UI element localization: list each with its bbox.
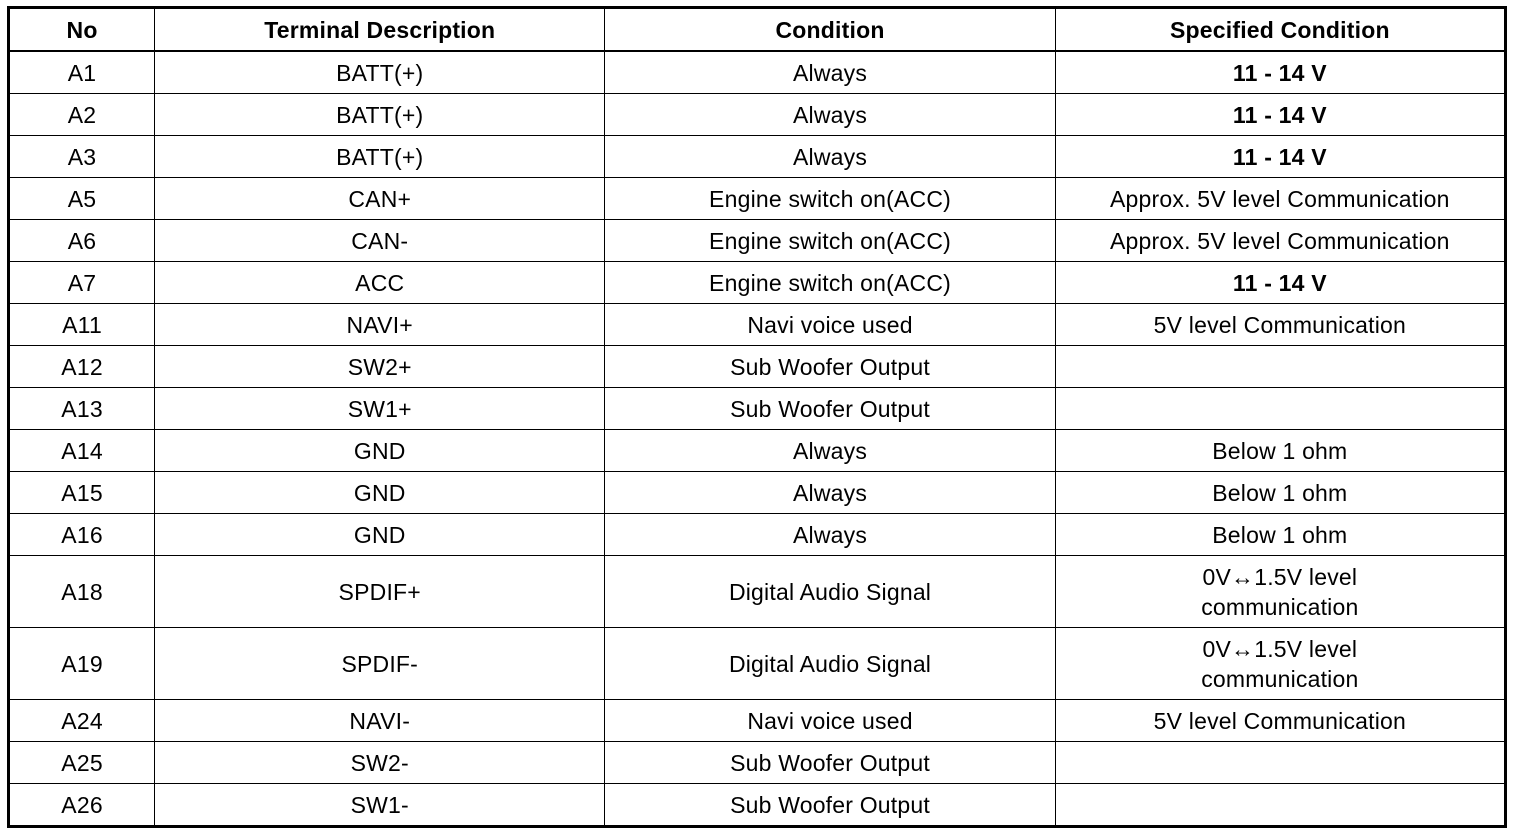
header-condition: Condition [605,8,1055,52]
cell-specified-condition: 11 - 14 V [1055,51,1505,94]
cell-no: A12 [9,346,155,388]
cell-no: A15 [9,472,155,514]
cell-specified-condition: 11 - 14 V [1055,94,1505,136]
table-row [9,388,1506,430]
table-body [9,51,1506,827]
table-row [9,304,1506,346]
cell-terminal-description: BATT(+) [155,51,605,94]
cell-condition: Always [605,472,1055,514]
cell-condition: Engine switch on(ACC) [605,262,1055,304]
cell-specified-condition: 0V↔1.5V level communication [1055,628,1505,700]
cell-condition: Always [605,136,1055,178]
cell-condition: Always [605,514,1055,556]
cell-terminal-description: SW2- [155,742,605,784]
cell-condition: Navi voice used [605,304,1055,346]
table-row [9,220,1506,262]
cell-specified-condition: Approx. 5V level Communication [1055,220,1505,262]
table-row [9,784,1506,827]
table-row [9,472,1506,514]
cell-condition: Sub Woofer Output [605,784,1055,827]
table-row [9,514,1506,556]
cell-terminal-description: SW2+ [155,346,605,388]
cell-condition: Always [605,430,1055,472]
cell-condition: Always [605,94,1055,136]
cell-specified-condition: 5V level Communication [1055,304,1505,346]
table-row [9,262,1506,304]
cell-terminal-description: GND [155,514,605,556]
cell-no: A24 [9,700,155,742]
cell-terminal-description: CAN+ [155,178,605,220]
cell-condition: Sub Woofer Output [605,388,1055,430]
cell-terminal-description: SPDIF- [155,628,605,700]
cell-no: A1 [9,51,155,94]
cell-specified-condition: 0V↔1.5V level communication [1055,556,1505,628]
cell-terminal-description: BATT(+) [155,94,605,136]
cell-condition: Always [605,51,1055,94]
cell-specified-condition: Below 1 ohm [1055,514,1505,556]
cell-condition: Digital Audio Signal [605,556,1055,628]
cell-no: A14 [9,430,155,472]
cell-terminal-description: ACC [155,262,605,304]
cell-specified-condition [1055,742,1505,784]
cell-terminal-description: CAN- [155,220,605,262]
header-row [9,8,1506,52]
table-row [9,430,1506,472]
cell-condition: Sub Woofer Output [605,742,1055,784]
cell-no: A11 [9,304,155,346]
cell-specified-condition: Below 1 ohm [1055,472,1505,514]
cell-specified-condition: Approx. 5V level Communication [1055,178,1505,220]
table-row [9,742,1506,784]
cell-condition: Digital Audio Signal [605,628,1055,700]
table-row [9,136,1506,178]
table-header [9,8,1506,52]
header-terminal-description: Terminal Description [155,8,605,52]
cell-no: A26 [9,784,155,827]
cell-specified-condition [1055,388,1505,430]
terminal-spec-table [7,6,1507,828]
cell-terminal-description: GND [155,472,605,514]
cell-no: A2 [9,94,155,136]
table-row [9,178,1506,220]
cell-terminal-description: NAVI+ [155,304,605,346]
cell-condition: Engine switch on(ACC) [605,220,1055,262]
cell-specified-condition [1055,784,1505,827]
table-row [9,94,1506,136]
cell-specified-condition: Below 1 ohm [1055,430,1505,472]
cell-condition: Navi voice used [605,700,1055,742]
cell-terminal-description: BATT(+) [155,136,605,178]
cell-condition: Engine switch on(ACC) [605,178,1055,220]
cell-no: A19 [9,628,155,700]
cell-no: A6 [9,220,155,262]
table-row [9,556,1506,628]
cell-no: A5 [9,178,155,220]
table-row [9,51,1506,94]
cell-specified-condition: 5V level Communication [1055,700,1505,742]
cell-terminal-description: SPDIF+ [155,556,605,628]
cell-terminal-description: NAVI- [155,700,605,742]
cell-terminal-description: SW1+ [155,388,605,430]
cell-specified-condition: 11 - 14 V [1055,136,1505,178]
table-row [9,700,1506,742]
cell-terminal-description: SW1- [155,784,605,827]
cell-specified-condition: 11 - 14 V [1055,262,1505,304]
cell-terminal-description: GND [155,430,605,472]
cell-no: A18 [9,556,155,628]
cell-condition: Sub Woofer Output [605,346,1055,388]
cell-specified-condition [1055,346,1505,388]
header-no: No [9,8,155,52]
table-row [9,628,1506,700]
table-row [9,346,1506,388]
cell-no: A3 [9,136,155,178]
header-specified-condition: Specified Condition [1055,8,1505,52]
cell-no: A13 [9,388,155,430]
cell-no: A7 [9,262,155,304]
cell-no: A16 [9,514,155,556]
cell-no: A25 [9,742,155,784]
